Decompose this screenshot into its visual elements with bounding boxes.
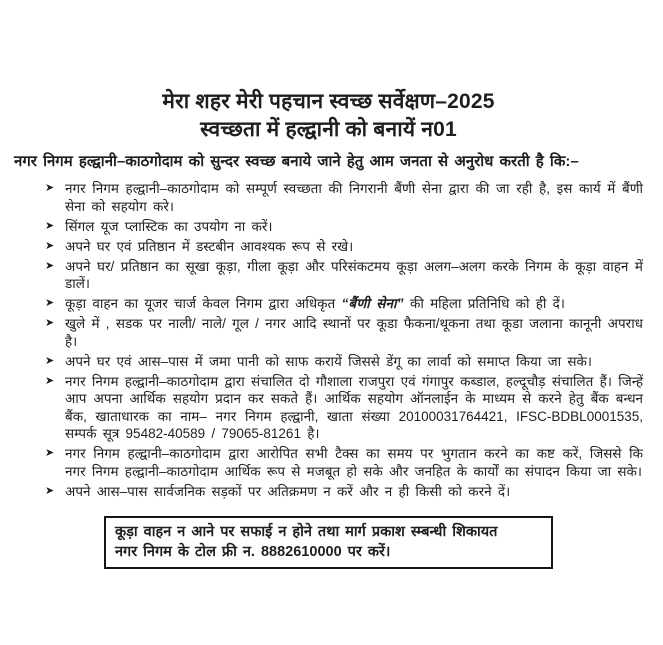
arrow-bullet-icon: ➤ (45, 297, 55, 309)
bullet-item (45, 445, 643, 480)
arrow-bullet-icon: ➤ (45, 182, 55, 194)
intro-line: नगर निगम हल्द्वानी–काठगोदाम को सुन्दर स्वच्छ बनाये जाने हेतु आम जनता से अनुरोध करती है कि:– (14, 153, 579, 170)
complaint-notice-box (104, 516, 553, 569)
bullet-item (45, 258, 643, 293)
arrow-bullet-icon: ➤ (45, 239, 55, 252)
bullet-item (45, 315, 643, 350)
bullet-item (45, 295, 643, 313)
notice-line-2: नगर निगम के टोल फ्री न. 8882610000 पर करें। (115, 544, 391, 560)
bullet-text: सिंगल यूज प्लास्टिक का उपयोग ना करें। (65, 218, 273, 234)
notice-line-1: कूड़ा वाहन न आने पर सफाई न होने तथा मार्ग प्रकाश स्म्बन्धी शिकायत (115, 524, 498, 540)
arrow-bullet-icon: ➤ (45, 317, 55, 329)
arrow-bullet-icon: ➤ (45, 354, 55, 367)
bullet-text: अपने आस–पास सार्वजनिक सड़कों पर अतिक्रमण न करें और न ही किसी को करने दें। (65, 483, 511, 499)
arrow-bullet-icon: ➤ (45, 447, 55, 459)
bullet-text: अपने घर एवं आस–पास में जमा पानी को साफ करायें जिससे डेंगू का लार्वा को समाप्त किया जा सके। (65, 353, 592, 369)
emphasized-text: “बैंणी सेना” (341, 296, 404, 311)
bullet-item (45, 238, 643, 256)
bullet-text (65, 295, 643, 313)
bullet-text: नगर निगम हल्द्वानी–काठगोदाम द्वारा संचालित दो गौशाला राजपुरा एवं गंगापुर कब्डाल, हल्दूचौड़ संचालित हैं। जिन्हें आप अपना आर्थिक सहयोग प्रदान कर सकते हैं। आर्थिक सहयोग ऑनलाईन के माध्यम से करने हेतु बैंक बन्धन बैंक, खाताधारक का नाम– नगर निगम हल्द्वानी, खाता संख्या 20100031764421, IFSC-BDBL0001535, सम्पर्क सूत्र 95482-40589 / 79065-81261 है। (65, 373, 643, 441)
arrow-bullet-icon: ➤ (45, 259, 55, 272)
arrow-bullet-icon: ➤ (45, 219, 55, 232)
document-header (14, 88, 643, 144)
arrow-bullet-icon: ➤ (45, 484, 55, 497)
bullet-list (14, 180, 643, 500)
bullet-text-prefix: कूड़ा वाहन का यूजर चार्ज केवल निगम द्वारा अधिकृत (65, 296, 342, 311)
arrow-bullet-icon: ➤ (45, 374, 55, 387)
bullet-text: अपने घर/ प्रतिष्ठान का सूखा कूड़ा, गीला कूड़ा और परिसंकटमय कूड़ा अलग–अलग करके निगम के कूड़ा वाहन में डालें। (65, 258, 643, 291)
bullet-text: अपने घर एवं प्रतिष्ठान में डस्टबीन आवश्यक रूप से रखे। (65, 238, 354, 254)
title-line-1: मेरा शहर मेरी पहचान स्वच्छ सर्वेक्षण–2025 (162, 90, 495, 113)
bullet-item (45, 353, 643, 371)
bullet-item (45, 373, 643, 443)
title-line-2: स्वच्छता में हल्द्वानी को बनायें न01 (200, 118, 457, 141)
bullet-item (45, 483, 643, 501)
bullet-text-suffix: की महिला प्रतिनिधि को ही दें। (403, 296, 565, 311)
bullet-text: खुले में , सडक पर नाली/ नाले/ गूल / नगर आदि स्थानों पर कूडा फैकना/थूकना तथा कूडा जलाना कानूनी अपराध है। (65, 316, 643, 349)
bullet-item (45, 180, 643, 215)
bullet-text: नगर निगम हल्द्वानी–काठगोदाम द्वारा आरोपित सभी टैक्स का समय पर भुगतान करने का कष्ट करें, जिससे कि नगर निगम हल्द्वानी–काठगोदाम आर्थिक रूप से मजबूत हो सके और जनहित के कार्यों का संपादन किया जा सके। (65, 446, 643, 479)
bullet-text: नगर निगम हल्द्वानी–काठगोदाम को सम्पूर्ण स्वच्छता की निगरानी बैंणी सेना द्वारा की जा रही है, इस कार्य में बैंणी सेना को सहयोग करे। (65, 181, 643, 214)
bullet-item (45, 218, 643, 236)
